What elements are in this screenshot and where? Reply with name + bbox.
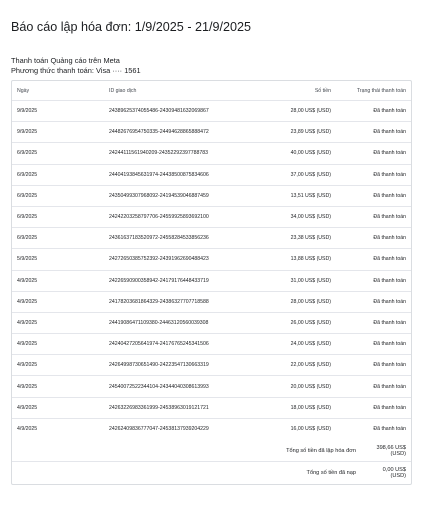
row-amount: 13,51 US$ (USD) — [290, 192, 331, 199]
header-date: Ngày — [17, 87, 30, 94]
row-amount: 24,00 US$ (USD) — [290, 341, 331, 348]
row-status: Đã thanh toán — [373, 108, 406, 115]
report-meta — [11, 56, 141, 75]
row-transaction-id: 24419086471109380-24463120560039308 — [109, 319, 209, 326]
row-amount: 28,00 US$ (USD) — [290, 298, 331, 305]
total-billed-value: 398,66 US$ (USD) — [376, 444, 406, 457]
row-amount: 16,00 US$ (USD) — [290, 426, 331, 433]
row-date: 6/9/2025 — [17, 192, 38, 199]
row-amount: 31,00 US$ (USD) — [290, 277, 331, 284]
row-date: 6/9/2025 — [17, 214, 38, 221]
row-amount: 22,00 US$ (USD) — [290, 362, 331, 369]
row-date: 4/9/2025 — [17, 404, 38, 411]
payment-method-line: Phương thức thanh toán: Visa ···· 1561 — [11, 65, 141, 75]
row-status: Đã thanh toán — [373, 150, 406, 157]
table-row — [12, 249, 411, 270]
table-row — [12, 271, 411, 292]
row-date: 9/9/2025 — [17, 129, 38, 136]
row-transaction-id: 24242203258797706-24559925893692100 — [109, 214, 209, 221]
row-status: Đã thanh toán — [373, 192, 406, 199]
row-transaction-id: 24264998730651490-24223547130663319 — [109, 362, 209, 369]
row-transaction-id: 24226590900358942-24179176448433719 — [109, 277, 209, 284]
table-row — [12, 313, 411, 334]
table-row — [12, 143, 411, 164]
row-transaction-id: 24482676954750335-24494628865888472 — [109, 129, 209, 136]
total-deposited-row — [12, 462, 411, 484]
row-date: 4/9/2025 — [17, 298, 38, 305]
row-amount: 40,00 US$ (USD) — [290, 150, 331, 157]
table-row — [12, 398, 411, 419]
table-row — [12, 165, 411, 186]
total-billed-label: Tổng số tiền đã lập hóa đơn — [286, 447, 356, 454]
transactions-table — [11, 80, 412, 485]
table-row — [12, 355, 411, 376]
total-billed-row — [12, 440, 411, 462]
row-transaction-id: 24240427205641974-24176765245341506 — [109, 341, 209, 348]
row-transaction-id: 24404193845631974-24438500875834606 — [109, 171, 209, 178]
total-deposited-label: Tổng số tiền đã nạp — [306, 470, 356, 476]
header-amount: Số tiền — [314, 87, 331, 94]
row-transaction-id: 24540072522344104-24344040308613993 — [109, 383, 209, 390]
row-date: 4/9/2025 — [17, 319, 38, 326]
row-status: Đã thanh toán — [373, 404, 406, 411]
row-amount: 23,38 US$ (USD) — [290, 235, 331, 242]
row-date: 6/9/2025 — [17, 150, 38, 157]
row-amount: 23,89 US$ (USD) — [290, 129, 331, 136]
row-status: Đã thanh toán — [373, 341, 406, 348]
table-header-row — [12, 81, 411, 101]
row-status: Đã thanh toán — [373, 426, 406, 433]
row-status: Đã thanh toán — [373, 383, 406, 390]
page-title: Báo cáo lập hóa đơn: 1/9/2025 - 21/9/2025 — [11, 20, 252, 34]
row-amount: 18,00 US$ (USD) — [290, 404, 331, 411]
row-status: Đã thanh toán — [373, 362, 406, 369]
row-status: Đã thanh toán — [373, 171, 406, 178]
row-status: Đã thanh toán — [373, 298, 406, 305]
table-row — [12, 376, 411, 397]
row-status: Đã thanh toán — [373, 277, 406, 284]
row-date: 9/9/2025 — [17, 108, 38, 115]
table-row — [12, 419, 411, 440]
row-transaction-id: 24178203681864329-24386327707718588 — [109, 298, 209, 305]
table-row — [12, 228, 411, 249]
row-date: 6/9/2025 — [17, 171, 38, 178]
row-transaction-id: 24272650385752392-24391962690488423 — [109, 256, 209, 263]
account-line: Thanh toán Quảng cáo trên Meta — [11, 56, 120, 65]
table-row — [12, 334, 411, 355]
table-row — [12, 186, 411, 207]
row-amount: 13,88 US$ (USD) — [290, 256, 331, 263]
total-deposited-value: 0,00 US$ (USD) — [382, 467, 406, 479]
table-row — [12, 292, 411, 313]
row-status: Đã thanh toán — [373, 129, 406, 136]
table-row — [12, 207, 411, 228]
row-date: 5/9/2025 — [17, 256, 38, 263]
row-transaction-id: 24350499307968092-24194539046887459 — [109, 192, 209, 199]
row-date: 4/9/2025 — [17, 277, 38, 284]
row-date: 4/9/2025 — [17, 426, 38, 433]
header-transaction-id: ID giao dịch — [109, 87, 137, 94]
header-status: Trạng thái thanh toán — [356, 87, 406, 94]
row-date: 4/9/2025 — [17, 383, 38, 390]
row-date: 4/9/2025 — [17, 341, 38, 348]
row-transaction-id: 24263226983361999-24538963019121721 — [109, 404, 209, 411]
row-status: Đã thanh toán — [373, 214, 406, 221]
row-amount: 37,00 US$ (USD) — [290, 171, 331, 178]
row-amount: 34,00 US$ (USD) — [290, 214, 331, 221]
row-date: 4/9/2025 — [17, 362, 38, 369]
table-row — [12, 101, 411, 122]
row-transaction-id: 24361637183520972-24558284533856236 — [109, 235, 209, 242]
row-status: Đã thanh toán — [373, 235, 406, 242]
row-amount: 20,00 US$ (USD) — [290, 383, 331, 390]
row-date: 6/9/2025 — [17, 235, 38, 242]
table-row — [12, 122, 411, 143]
row-status: Đã thanh toán — [373, 319, 406, 326]
row-status: Đã thanh toán — [373, 256, 406, 263]
row-transaction-id: 24244111561940209-24352292397788783 — [109, 150, 209, 157]
row-transaction-id: 24389625374055486-24309481632069867 — [109, 108, 209, 115]
row-amount: 28,00 US$ (USD) — [290, 108, 331, 115]
row-transaction-id: 24262409836777047-24538137939204229 — [109, 426, 209, 433]
row-amount: 26,00 US$ (USD) — [290, 319, 331, 326]
